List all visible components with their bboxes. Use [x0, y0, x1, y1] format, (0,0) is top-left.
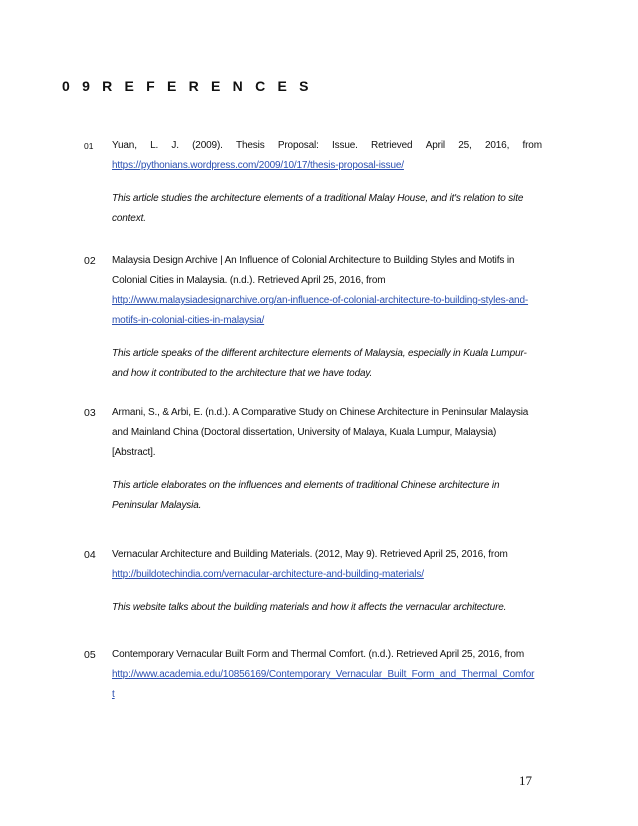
citation-word: 25, [458, 140, 472, 151]
reference-number: 01 [84, 141, 94, 151]
reference-entry-03 [84, 403, 542, 516]
citation-word: Issue. [331, 140, 358, 151]
citation-word: (2009). [192, 140, 223, 151]
annotation-line: This website talks about the building materials and how it affects the vernacular architecture. [112, 602, 507, 613]
annotation-line: This article studies the architecture elements of a traditional Malay House, and it's relation to site [112, 193, 524, 204]
page-number: 17 [519, 773, 532, 788]
citation-line: and Mainland China (Doctoral dissertation, University of Malaya, Kuala Lumpur, Malaysia) [112, 427, 497, 438]
citation-word: from [522, 140, 542, 151]
citation-line: Contemporary Vernacular Built Form and Thermal Comfort. (n.d.). Retrieved April 25, 2016, from [112, 649, 525, 660]
reference-link[interactable]: http://buildotechindia.com/vernacular-architecture-and-building-materials/ [112, 569, 424, 580]
citation-word: L. [150, 140, 159, 151]
annotation-line: and how it contributed to the architecture that we have today. [112, 368, 373, 379]
citation-word: Proposal: [277, 140, 319, 151]
citation-word: April [425, 140, 445, 151]
reference-entry-05 [84, 645, 542, 705]
reference-link[interactable]: http://www.malaysiadesignarchive.org/an-influence-of-colonial-architecture-to-building-styles-and- [112, 295, 529, 306]
annotation-line: context. [112, 213, 146, 224]
citation-line [112, 136, 542, 156]
citation-word: Yuan, [112, 140, 137, 151]
reference-entry-02 [84, 251, 542, 384]
citation-line: Armani, S., & Arbi, E. (n.d.). A Comparative Study on Chinese Architecture in Peninsular Malaysia [112, 407, 529, 418]
reference-link[interactable]: https://pythonians.wordpress.com/2009/10/17/thesis-proposal-issue/ [112, 160, 404, 171]
annotation-line: This article speaks of the different architecture elements of Malaysia, especially in Kuala Lumpur- [112, 348, 527, 359]
reference-entry-01 [84, 136, 542, 229]
annotation-line: Peninsular Malaysia. [112, 500, 202, 511]
citation-word: Thesis [236, 140, 265, 151]
citation-word: Retrieved [371, 140, 413, 151]
reference-link[interactable]: t [112, 689, 115, 700]
reference-number: 03 [84, 407, 96, 419]
reference-number: 02 [84, 255, 96, 267]
citation-word: 2016, [484, 140, 510, 151]
reference-number: 05 [84, 649, 96, 661]
reference-entry-04 [84, 545, 542, 618]
citation-line: Malaysia Design Archive | An Influence of Colonial Architecture to Building Styles and Motifs in [112, 255, 515, 266]
citation-word: J. [171, 140, 179, 151]
citation-line: Vernacular Architecture and Building Materials. (2012, May 9). Retrieved April 25, 2016, from [112, 549, 508, 560]
reference-link[interactable]: http://www.academia.edu/10856169/Contemporary_Vernacular_Built_Form_and_Thermal_Comfor [112, 669, 535, 680]
reference-link[interactable]: motifs-in-colonial-cities-in-malaysia/ [112, 315, 265, 326]
annotation-line: This article elaborates on the influences and elements of traditional Chinese architecture in [112, 480, 500, 491]
citation-line: [Abstract]. [112, 447, 156, 458]
reference-number: 04 [84, 549, 96, 561]
citation-line: Colonial Cities in Malaysia. (n.d.). Retrieved April 25, 2016, from [112, 275, 386, 286]
references-heading: 0 9 R E F E R E N C E S [62, 78, 313, 94]
